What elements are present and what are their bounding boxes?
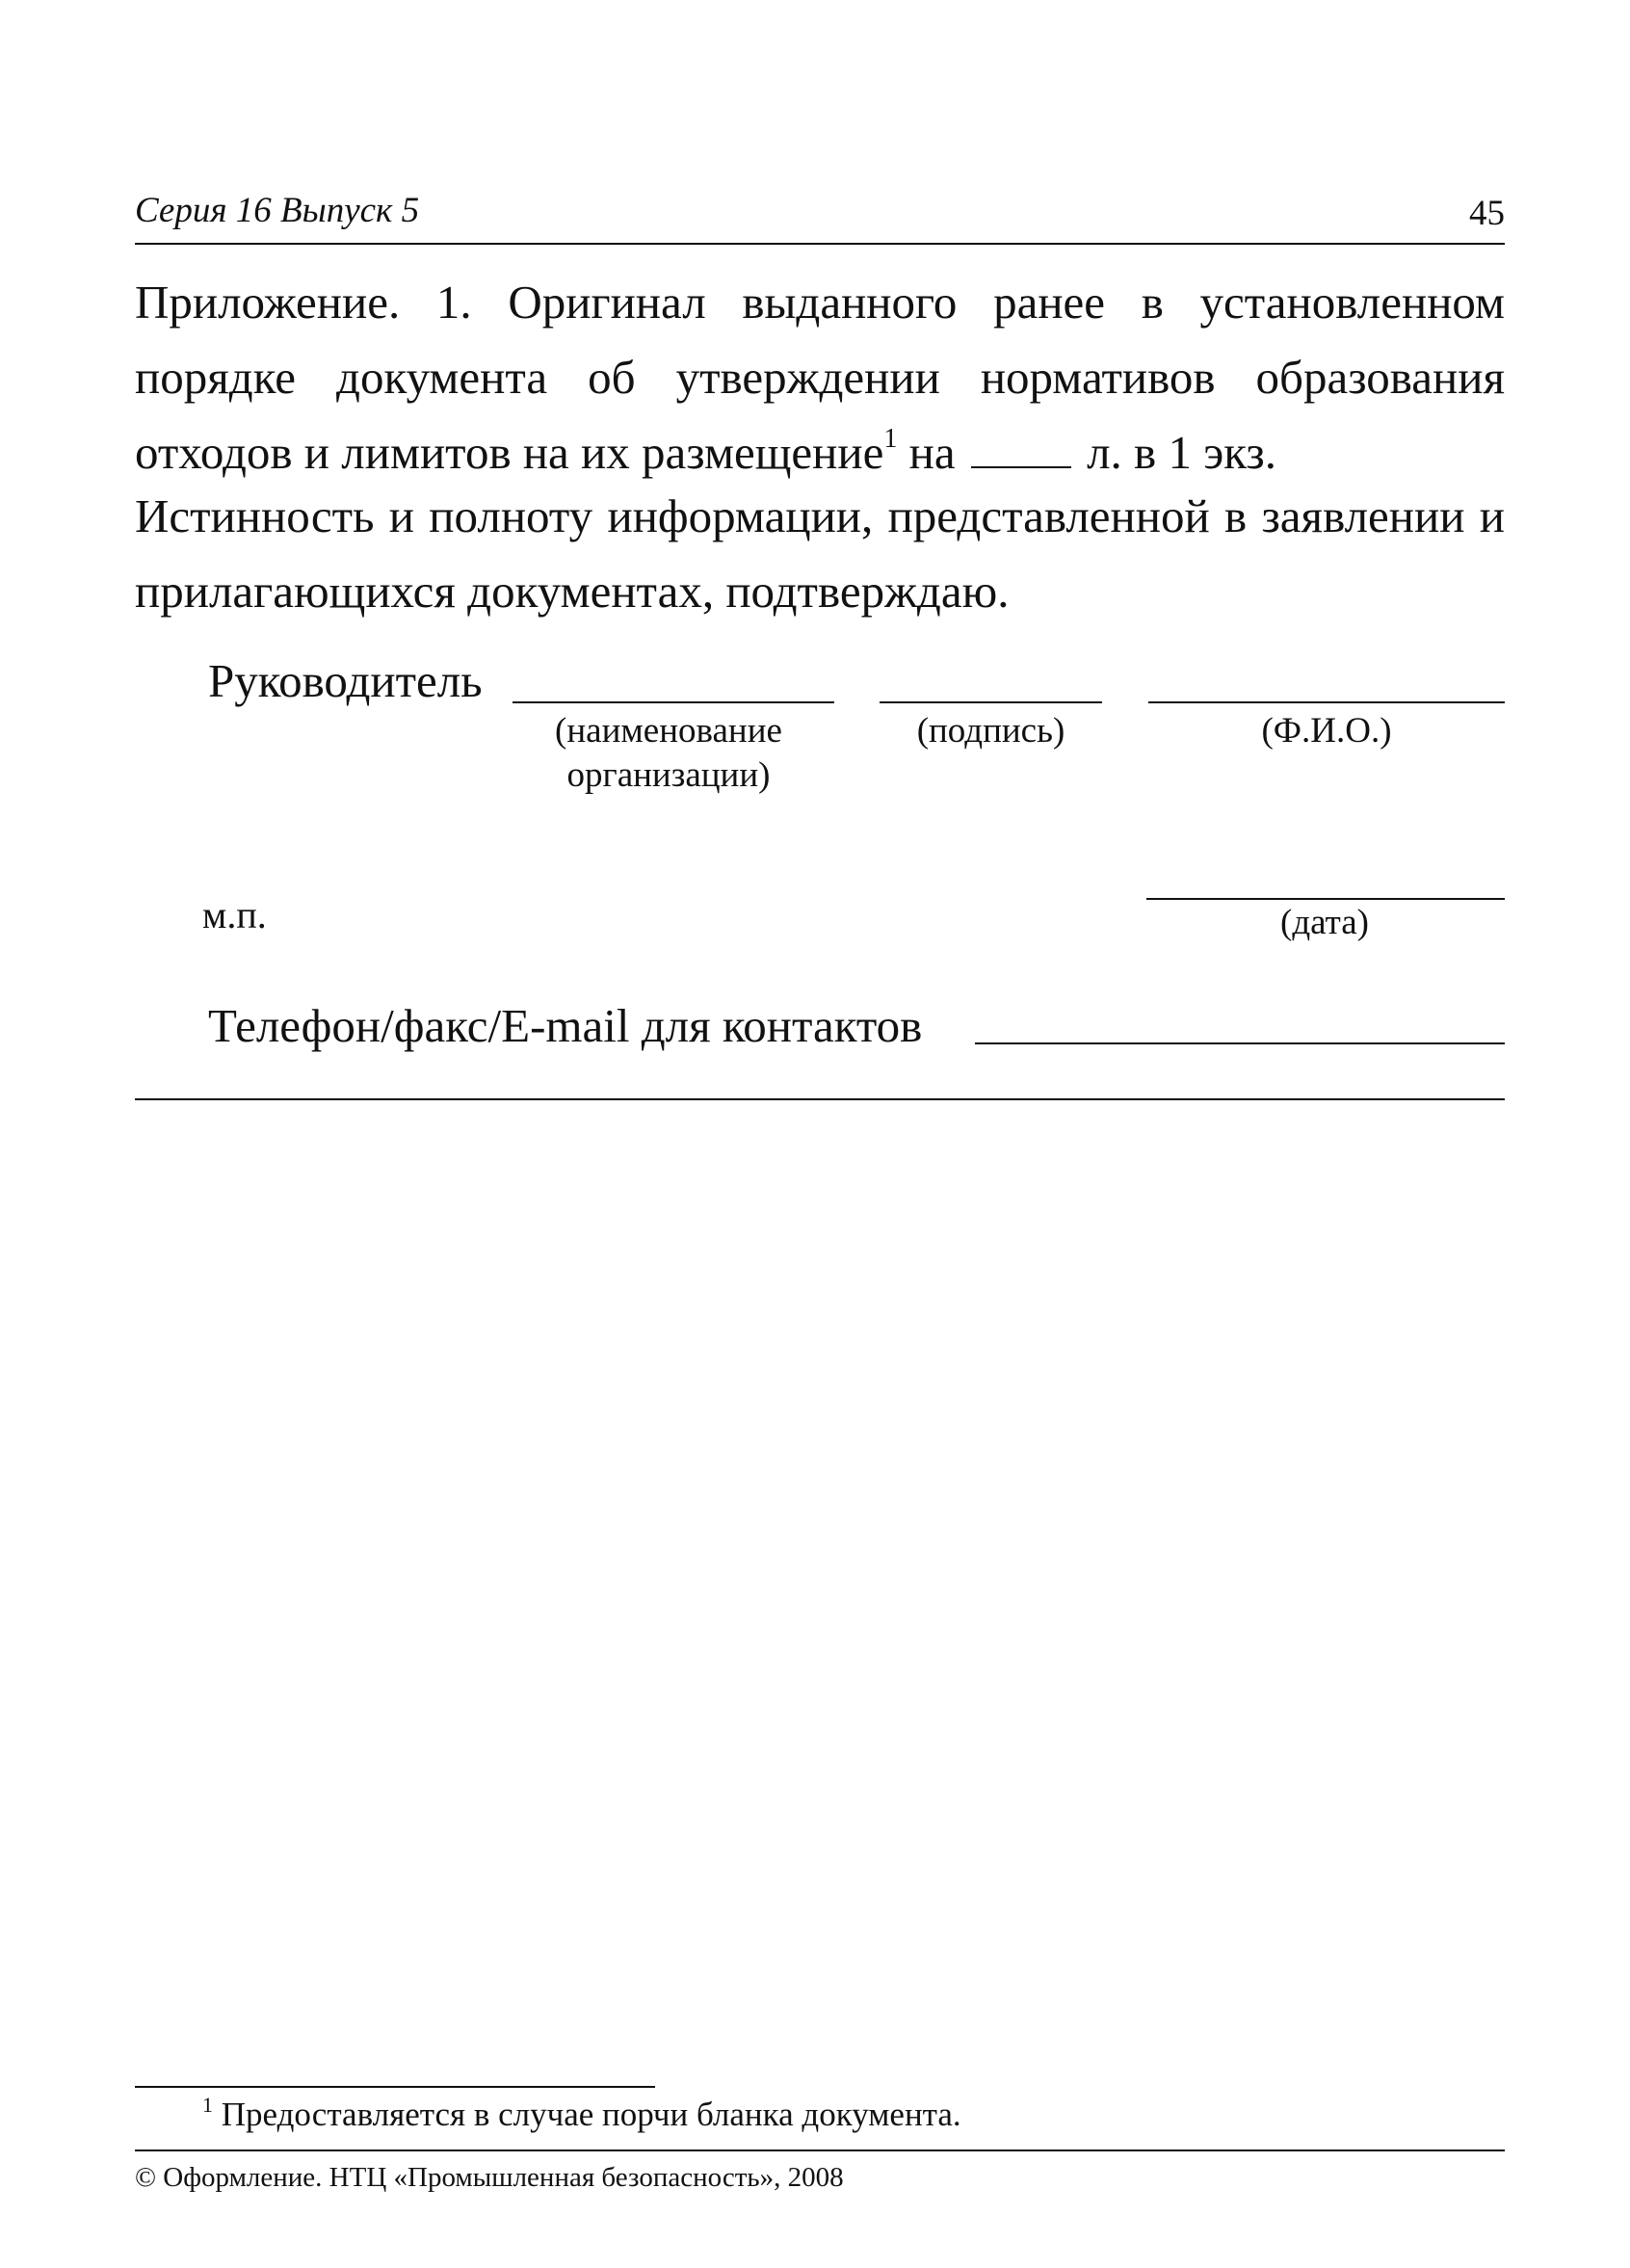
organization-caption: (наименование организации) bbox=[555, 711, 782, 795]
footnote-separator bbox=[135, 2086, 655, 2088]
contacts-label: Телефон/факс/E-mail для контактов bbox=[208, 999, 923, 1052]
footnote-marker: 1 bbox=[202, 2093, 213, 2117]
full-name-field[interactable] bbox=[1148, 701, 1505, 703]
date-field[interactable] bbox=[1146, 898, 1505, 900]
appendix-tail: л. в 1 экз. bbox=[1087, 426, 1276, 479]
appendix-paragraph bbox=[135, 265, 1505, 490]
contacts-field[interactable] bbox=[975, 1042, 1505, 1044]
footer-rule bbox=[135, 2149, 1505, 2151]
signature-caption: (подпись) bbox=[916, 711, 1065, 751]
running-header-series: Серия 16 Выпуск 5 bbox=[135, 191, 420, 230]
signature-field[interactable] bbox=[880, 701, 1102, 703]
header-rule bbox=[135, 243, 1505, 245]
signature-label: Руководитель bbox=[208, 654, 483, 707]
sheet-count-field[interactable] bbox=[971, 465, 1071, 468]
organization-name-field[interactable] bbox=[513, 701, 834, 703]
appendix-text: Приложение. 1. Оригинал выданного ранее в установленном порядке документа об утверждении нормативов образования отходов и лимитов на их размещение bbox=[135, 276, 1505, 479]
full-name-caption: (Ф.И.О.) bbox=[1261, 711, 1392, 751]
footnote bbox=[202, 2095, 961, 2135]
appendix-on-word: на bbox=[908, 426, 956, 479]
copyright-notice: © Оформление. НТЦ «Промышленная безопасность», 2008 bbox=[135, 2162, 844, 2193]
contacts-field-continuation[interactable] bbox=[135, 1098, 1505, 1100]
page-number: 45 bbox=[1469, 194, 1505, 233]
confirmation-paragraph: Истинность и полноту информации, представленной в заявлении и прилагающихся документах, подтверждаю. bbox=[135, 489, 1505, 618]
stamp-placeholder: м.п. bbox=[202, 893, 267, 936]
footnote-text: Предоставляется в случае порчи бланка документа. bbox=[221, 2096, 961, 2133]
footnote-reference: 1 bbox=[883, 424, 898, 454]
date-caption: (дата) bbox=[1280, 903, 1369, 942]
